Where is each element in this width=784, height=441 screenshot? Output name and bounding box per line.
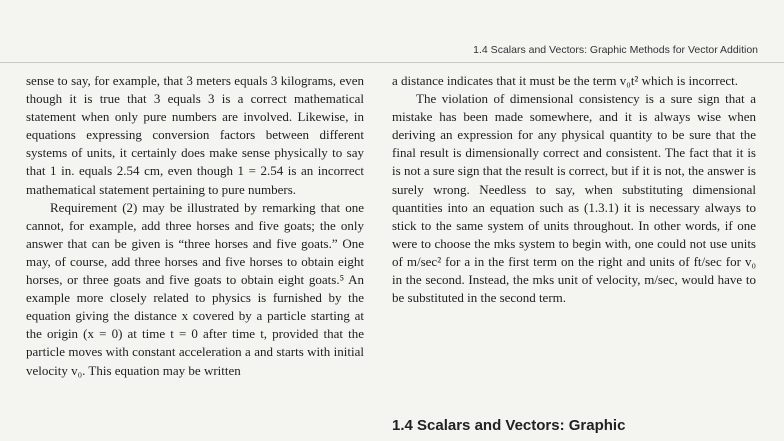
left-paragraph-2: Requirement (2) may be illustrated by remarking that one cannot, for example, add three horses and five goats; the only answer that can be given is “three horses and five goats.” One may, of course, add three horses and five horses to obtain eight horses, or three goats and five goats to obtain eight goats.⁵ An example more closely related to physics is furnished by the equation giving the distance x covered by a particle starting at the origin (x = 0) at time t = 0 after time t, provided that the particle moves with constant acceleration a and starts with initial velocity v₀. This equation may be written [26,199,364,378]
left-column [26,72,364,380]
left-paragraph-1: sense to say, for example, that 3 meters equals 3 kilograms, even though it is true that 3 equals 3 is a correct mathematical statement when only pure numbers are involved. Likewise, in equations expressing conversion factors between different systems of units, it certainly does make sense physically to say that 1 in. equals 2.54 cm, even though 1 = 2.54 is an incorrect mathematical statement pertaining to pure numbers. [26,73,364,197]
right-paragraph-2: The violation of dimensional consistency is a sure sign that a mistake has been made somewhere, and it is always wise when deriving an expression for any physical quantity to be sure that the final result is dimensionally correct and consistent. The fact that it is is not a sure sign that the result is correct, but if it is not, the answer is surely wrong. Needless to say, when substituting dimensional quantities into an equation such as (1.3.1) it is necessary always to stick to the same system of units throughout. In other words, if one were to choose the mks system to begin with, one could not use units of m/sec² for a in the first term on the right and units of ft/sec for v₀ in the second. Instead, the mks unit of velocity, m/sec, would have to be substituted in the second term. [392,91,756,306]
running-head: 1.4 Scalars and Vectors: Graphic Methods for Vector Addition [473,44,758,56]
section-heading: 1.4 Scalars and Vectors: Graphic [392,417,626,434]
header-rule [0,62,784,63]
right-column [392,72,756,307]
right-paragraph-1: a distance indicates that it must be the term v₀t² which is incorrect. [392,73,738,88]
